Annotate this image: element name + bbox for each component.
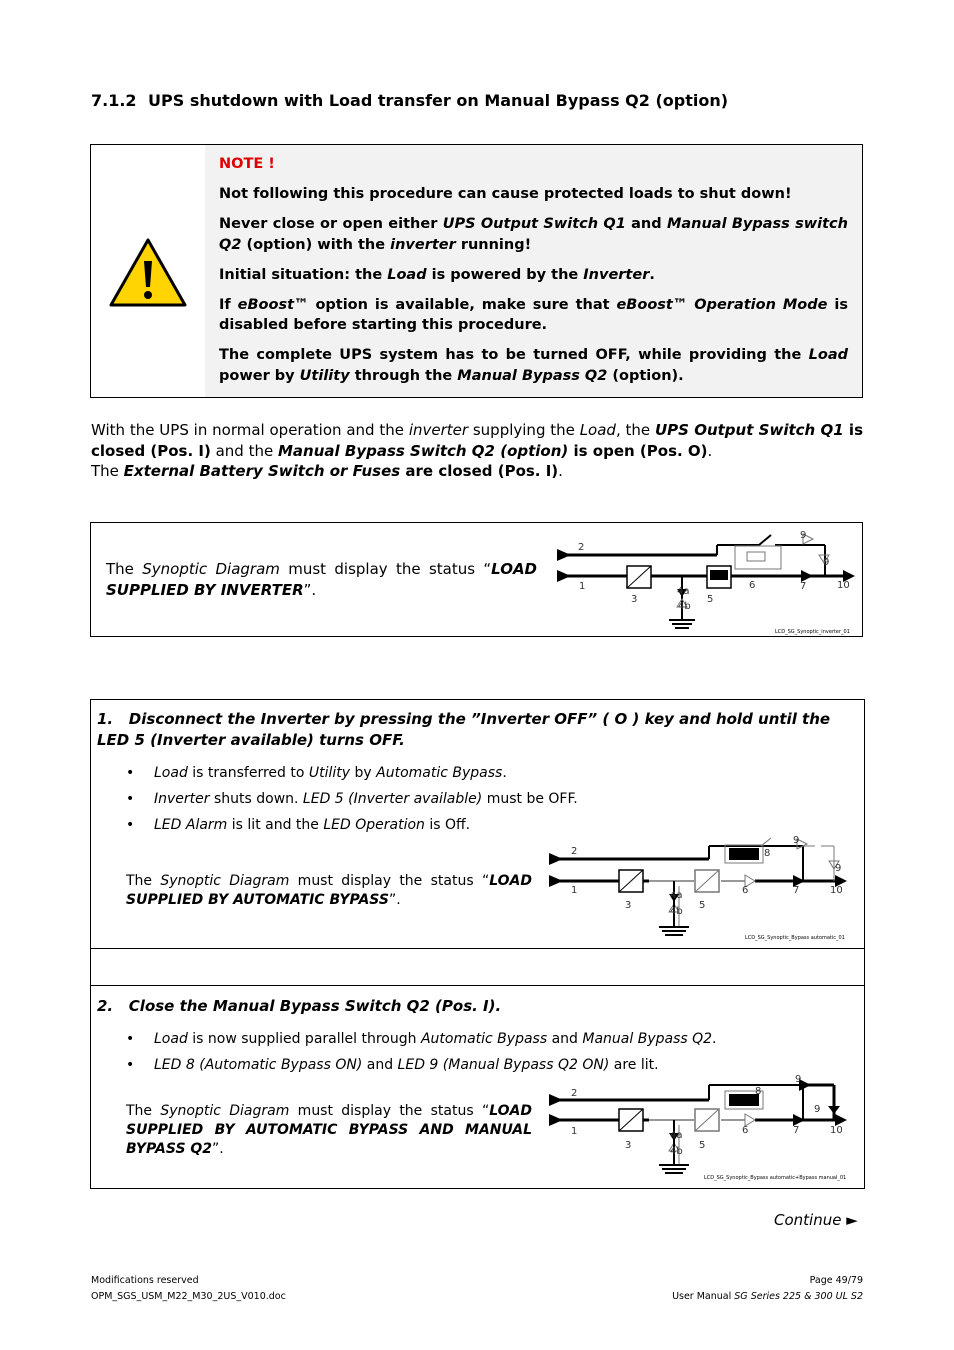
label-5: 5 [707, 594, 714, 605]
section-number: 7.1.2 [91, 91, 137, 110]
continue-label: Continue ► [774, 1211, 858, 1229]
intro-line-1: With the UPS in normal operation and the inverter supplying the Load, the UPS Output Switch Q1 is closed (Pos. I) and the Manual Bypass Switch Q2 (option) is open (Pos. O). [91, 421, 864, 460]
label-3: 3 [625, 900, 632, 911]
label-7: 7 [793, 1125, 800, 1136]
status-text-auto-bypass: The Synoptic Diagram must display the status “LOAD SUPPLIED BY AUTOMATIC BYPASS”. [126, 873, 532, 908]
footer-modifications: Modifications reserved [91, 1275, 199, 1286]
warning-icon [108, 237, 188, 309]
label-2: 2 [571, 846, 578, 857]
status-box-inverter [90, 522, 863, 637]
label-9-side: 9 [814, 1104, 821, 1115]
note-text [205, 145, 862, 397]
empty-row [91, 948, 864, 986]
label-1: 1 [579, 581, 586, 592]
step-1-bullet-3: • LED Alarm is lit and the LED Operation is Off. [126, 816, 846, 842]
diagram-caption: LCD_SG_Synoptic_Bypass automatic+Bypass manual_01 [704, 1175, 847, 1181]
label-4b: 4b [670, 906, 683, 917]
footer-page-number: Page 49/79 [809, 1275, 863, 1286]
step-1-title: 1. Disconnect the Inverter by pressing the ”Inverter OFF” ( O ) key and hold until the LED 5 (Inverter available) turns OFF. [97, 710, 831, 749]
label-4a: 4a [670, 1130, 683, 1141]
step-1-bullet-2: • Inverter shuts down. LED 5 (Inverter available) must be OFF. [126, 790, 846, 816]
label-9-top: 9 [800, 530, 807, 541]
step-2-title: 2. Close the Manual Bypass Switch Q2 (Pos. I). [97, 997, 502, 1015]
label-6: 6 [749, 580, 756, 591]
label-4b: 4b [678, 601, 691, 612]
label-10: 10 [830, 1125, 843, 1136]
label-7: 7 [800, 581, 807, 592]
note-paragraph-1: Not following this procedure can cause protected loads to shut down! [219, 186, 792, 202]
label-7: 7 [793, 885, 800, 896]
label-3: 3 [631, 594, 638, 605]
label-4a: 4a [677, 586, 690, 597]
label-3: 3 [625, 1140, 632, 1151]
footer-right [672, 1273, 863, 1305]
label-8: 8 [755, 1086, 762, 1097]
footer-manual-title: User Manual SG Series 225 & 300 UL S2 [672, 1291, 863, 1302]
status-text-inverter: The Synoptic Diagram must display the status “LOAD SUPPLIED BY INVERTER”. [106, 560, 538, 599]
diagram-caption: LCD_SG_Synoptic_inverter_01 [775, 629, 850, 635]
label-10: 10 [837, 580, 850, 591]
label-9-side: 9 [823, 557, 830, 568]
intro-paragraph [91, 420, 863, 482]
label-9-side: 9 [835, 863, 842, 874]
footer-left [91, 1273, 286, 1305]
label-2: 2 [578, 542, 585, 553]
note-paragraph-2: Never close or open either UPS Output Switch Q1 and Manual Bypass switch Q2 (option) with the inverter running! [219, 216, 848, 253]
label-10: 10 [830, 885, 843, 896]
diagram-caption: LCD_SG_Synoptic_Bypass automatic_01 [745, 935, 845, 941]
synoptic-diagram-auto-bypass [549, 834, 854, 944]
step-2-bullet-1: • Load is now supplied parallel through Automatic Bypass and Manual Bypass Q2. [126, 1030, 846, 1056]
label-1: 1 [571, 1126, 578, 1137]
note-icon-cell [91, 145, 206, 397]
step-2-bullet-2: • LED 8 (Automatic Bypass ON) and LED 9 (Manual Bypass Q2 ON) are lit. [126, 1056, 846, 1082]
steps-table [90, 699, 865, 1189]
label-9-top: 9 [793, 835, 800, 846]
label-5: 5 [699, 900, 706, 911]
note-paragraph-5: The complete UPS system has to be turned OFF, while providing the Load power by Utility through the Manual Bypass Q2 (option). [219, 347, 848, 384]
label-5: 5 [699, 1140, 706, 1151]
label-4b: 4b [670, 1146, 683, 1157]
synoptic-diagram-inverter [557, 527, 862, 635]
synoptic-diagram-auto-manual-bypass [549, 1072, 854, 1184]
note-box [90, 144, 863, 398]
note-paragraph-4: If eBoost™ option is available, make sure that eBoost™ Operation Mode is disabled before starting this procedure. [219, 296, 848, 333]
footer-doc-name: OPM_SGS_USM_M22_M30_2US_V010.doc [91, 1291, 286, 1302]
section-heading [91, 91, 728, 110]
step-1-bullet-1: • Load is transferred to Utility by Automatic Bypass. [126, 764, 846, 790]
status-text-auto-manual-bypass: The Synoptic Diagram must display the status “LOAD SUPPLIED BY AUTOMATIC BYPASS AND MANUAL BYPASS Q2”. [126, 1103, 532, 1157]
note-paragraph-3: Initial situation: the Load is powered by the Inverter. [219, 266, 655, 283]
label-2: 2 [571, 1088, 578, 1099]
label-4a: 4a [670, 890, 683, 901]
step-1-bullets [126, 764, 846, 842]
note-label: NOTE ! [219, 156, 275, 172]
label-1: 1 [571, 885, 578, 896]
intro-line-2: The External Battery Switch or Fuses are closed (Pos. I). [91, 462, 563, 480]
label-6: 6 [742, 885, 749, 896]
label-8: 8 [764, 848, 771, 859]
label-6: 6 [742, 1125, 749, 1136]
label-9-top: 9 [795, 1074, 802, 1085]
section-title: UPS shutdown with Load transfer on Manual Bypass Q2 (option) [148, 91, 729, 110]
